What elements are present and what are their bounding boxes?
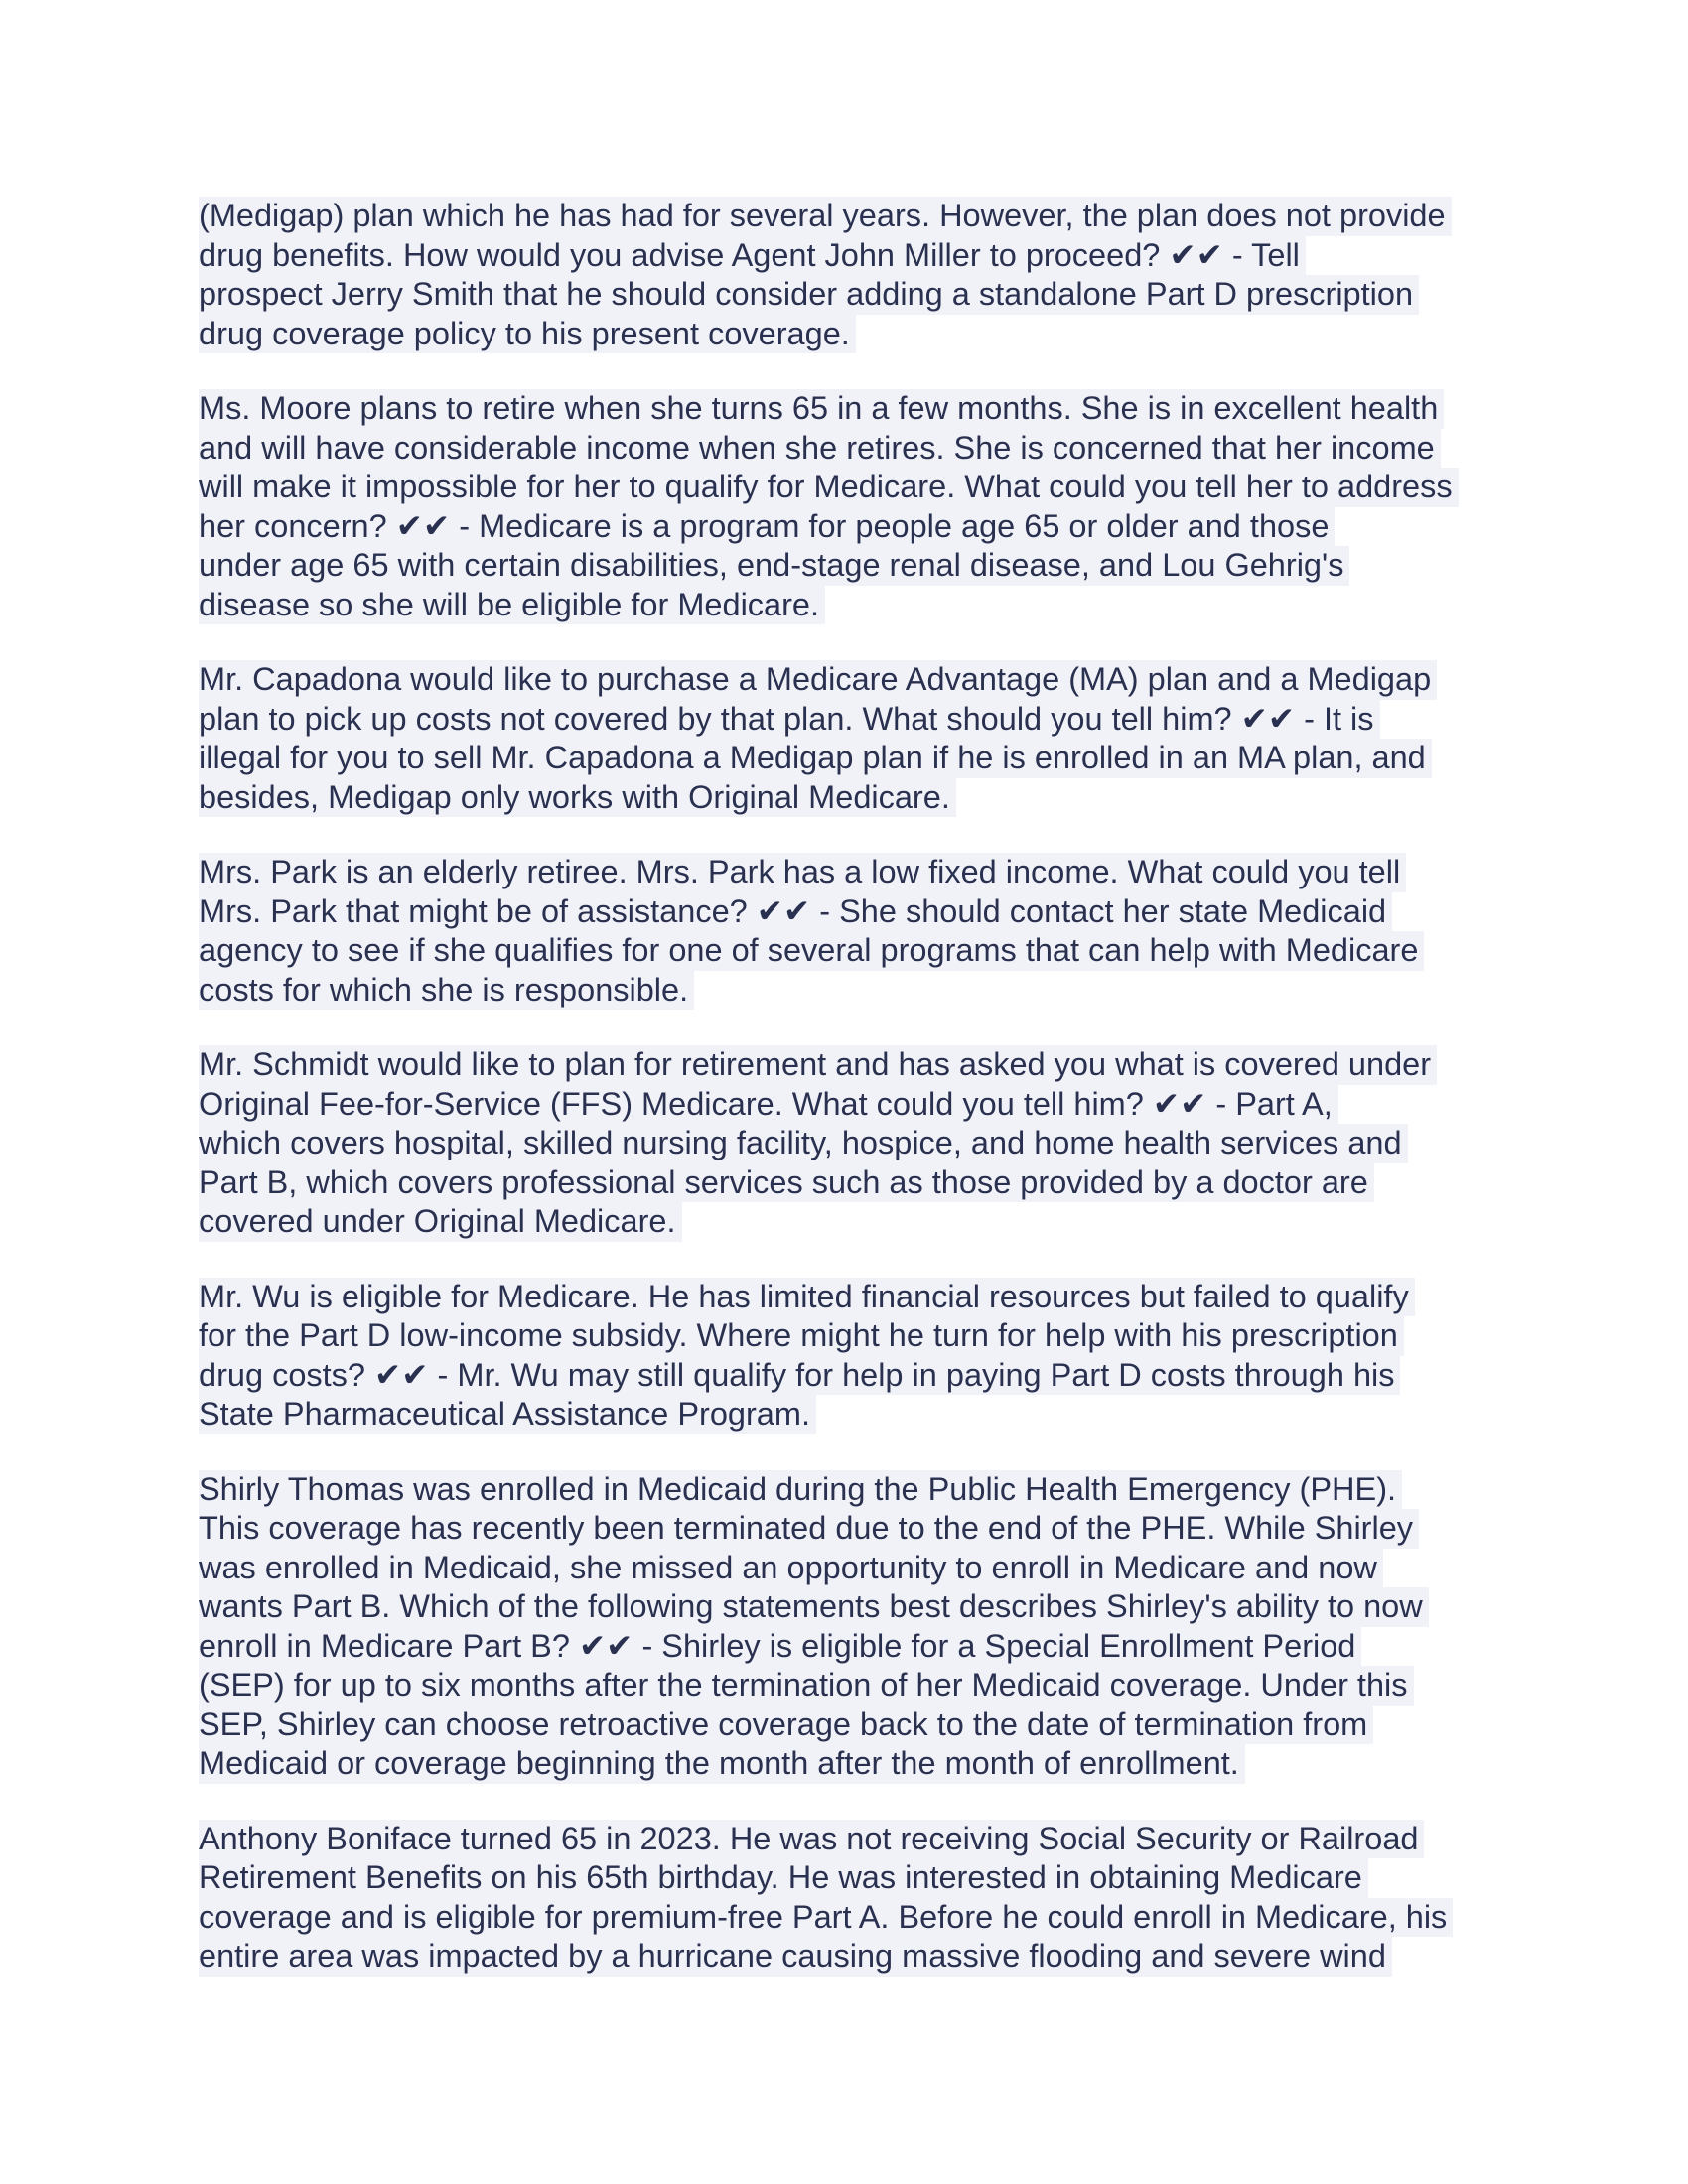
text-line: State Pharmaceutical Assistance Program. — [199, 1395, 816, 1434]
qa-paragraph — [199, 853, 1489, 1010]
text-line: entire area was impacted by a hurricane causing massive flooding and severe wind — [199, 1937, 1392, 1977]
qa-paragraph — [199, 389, 1489, 624]
text-line: drug coverage policy to his present coverage. — [199, 315, 856, 354]
text-line: under age 65 with certain disabilities, end-stage renal disease, and Lou Gehrig's — [199, 546, 1349, 586]
text-line: for the Part D low-income subsidy. Where might he turn for help with his prescription — [199, 1316, 1404, 1356]
text-line: wants Part B. Which of the following statements best describes Shirley's ability to now — [199, 1587, 1429, 1627]
text-line: (SEP) for up to six months after the termination of her Medicaid coverage. Under this — [199, 1666, 1414, 1706]
text-line: Mrs. Park that might be of assistance? ✔✔ - She should contact her state Medicaid — [199, 892, 1392, 932]
text-line: Medicaid or coverage beginning the month after the month of enrollment. — [199, 1744, 1245, 1784]
text-line: SEP, Shirley can choose retroactive coverage back to the date of termination from — [199, 1706, 1373, 1745]
qa-paragraph — [199, 1278, 1489, 1434]
text-line: plan to pick up costs not covered by that plan. What should you tell him? ✔✔ - It is — [199, 700, 1380, 740]
text-line: will make it impossible for her to qualify for Medicare. What could you tell her to address — [199, 468, 1459, 507]
qa-paragraph — [199, 1820, 1489, 1977]
text-line: This coverage has recently been terminated due to the end of the PHE. While Shirley — [199, 1509, 1419, 1549]
text-line: (Medigap) plan which he has had for several years. However, the plan does not provide — [199, 197, 1452, 236]
text-line: coverage and is eligible for premium-free Part A. Before he could enroll in Medicare, his — [199, 1898, 1453, 1938]
text-line: Mrs. Park is an elderly retiree. Mrs. Park has a low fixed income. What could you tell — [199, 853, 1406, 892]
text-line: prospect Jerry Smith that he should consider adding a standalone Part D prescription — [199, 275, 1419, 315]
text-line: besides, Medigap only works with Original Medicare. — [199, 778, 956, 818]
text-line: agency to see if she qualifies for one of several programs that can help with Medicare — [199, 931, 1424, 971]
text-line: her concern? ✔✔ - Medicare is a program for people age 65 or older and those — [199, 507, 1335, 547]
text-line: drug benefits. How would you advise Agent John Miller to proceed? ✔✔ - Tell — [199, 236, 1306, 276]
text-line: illegal for you to sell Mr. Capadona a Medigap plan if he is enrolled in an MA plan, and — [199, 739, 1432, 778]
qa-paragraph — [199, 660, 1489, 817]
text-line: costs for which she is responsible. — [199, 971, 694, 1011]
text-line: Mr. Schmidt would like to plan for retirement and has asked you what is covered under — [199, 1045, 1437, 1085]
text-line: covered under Original Medicare. — [199, 1202, 682, 1242]
qa-paragraph — [199, 1470, 1489, 1784]
qa-paragraph — [199, 197, 1489, 353]
text-line: was enrolled in Medicaid, she missed an opportunity to enroll in Medicare and now — [199, 1549, 1383, 1588]
text-line: which covers hospital, skilled nursing facility, hospice, and home health services and — [199, 1124, 1408, 1163]
text-line: Part B, which covers professional services such as those provided by a doctor are — [199, 1163, 1374, 1203]
qa-paragraph — [199, 1045, 1489, 1242]
text-line: Anthony Boniface turned 65 in 2023. He was not receiving Social Security or Railroad — [199, 1820, 1424, 1859]
text-line: enroll in Medicare Part B? ✔✔ - Shirley is eligible for a Special Enrollment Period — [199, 1627, 1361, 1667]
text-line: Mr. Capadona would like to purchase a Medicare Advantage (MA) plan and a Medigap — [199, 660, 1437, 700]
text-line: Retirement Benefits on his 65th birthday. He was interested in obtaining Medicare — [199, 1858, 1368, 1898]
text-line: and will have considerable income when she retires. She is concerned that her income — [199, 429, 1441, 469]
text-line: disease so she will be eligible for Medicare. — [199, 586, 825, 625]
text-line: drug costs? ✔✔ - Mr. Wu may still qualify for help in paying Part D costs through his — [199, 1356, 1400, 1396]
text-line: Ms. Moore plans to retire when she turns 65 in a few months. She is in excellent health — [199, 389, 1444, 429]
text-line: Mr. Wu is eligible for Medicare. He has limited financial resources but failed to qualify — [199, 1278, 1415, 1317]
text-line: Original Fee-for-Service (FFS) Medicare. What could you tell him? ✔✔ - Part A, — [199, 1085, 1338, 1125]
text-line: Shirly Thomas was enrolled in Medicaid during the Public Health Emergency (PHE). — [199, 1470, 1402, 1510]
